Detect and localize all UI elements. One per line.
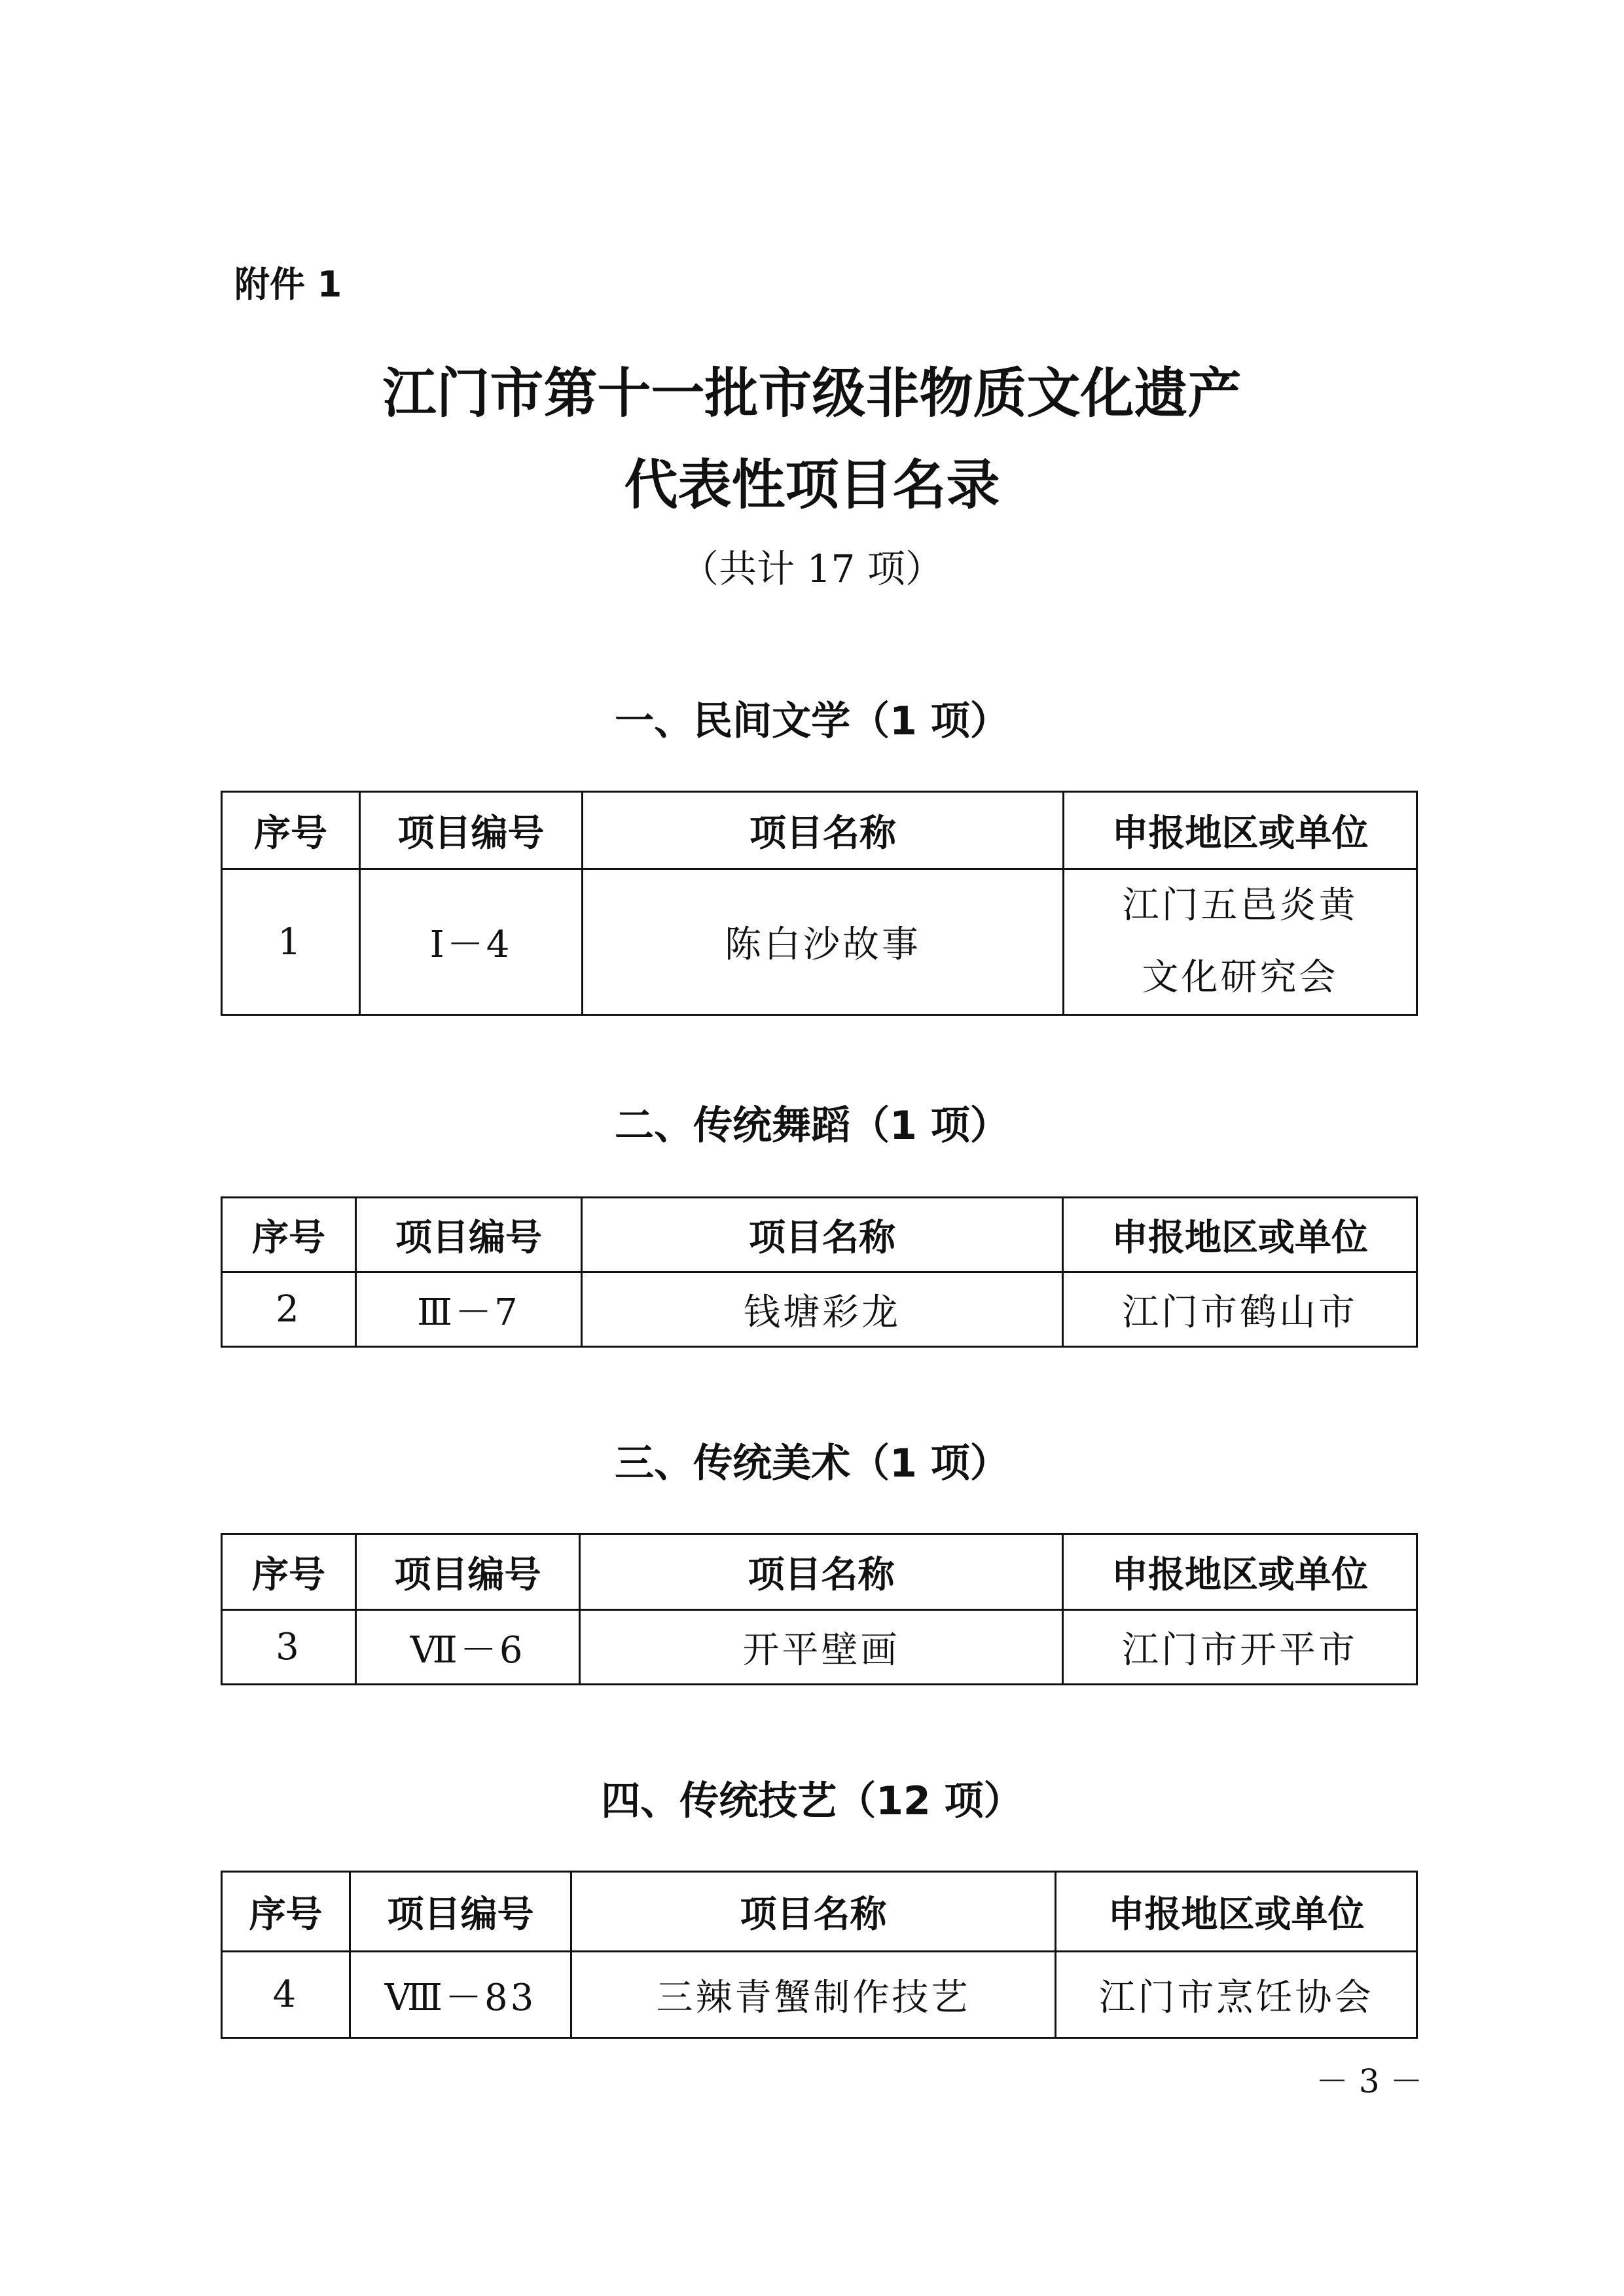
- header-code: 项目编号: [360, 792, 583, 869]
- page-number: － 3 －: [1316, 2062, 1423, 2100]
- cell-seq: 2: [222, 1272, 356, 1347]
- cell-name: 开平壁画: [580, 1610, 1063, 1685]
- table-row: [222, 1272, 1417, 1347]
- cell-region: 江门市烹饪协会: [1056, 1952, 1417, 2038]
- section-table-traditional-art: [221, 1533, 1418, 1685]
- cell-name: 三辣青蟹制作技艺: [571, 1952, 1056, 2038]
- header-region: 申报地区或单位: [1063, 1198, 1417, 1272]
- section-heading-folk-literature: 一、民间文学（1 项）: [615, 698, 1009, 744]
- header-name: 项目名称: [580, 1534, 1063, 1610]
- table-header-row: [222, 1872, 1417, 1952]
- table-row: [222, 1952, 1417, 2038]
- header-region: 申报地区或单位: [1056, 1872, 1417, 1952]
- table-header-row: [222, 1534, 1417, 1610]
- cell-region-line2: 文化研究会: [1142, 956, 1339, 999]
- table-row: [222, 869, 1417, 1015]
- document-title-line2: 代表性项目名录: [624, 454, 1000, 516]
- section-heading-traditional-art: 三、传统美术（1 项）: [615, 1441, 1009, 1486]
- table-header-row: [222, 792, 1417, 869]
- header-code: 项目编号: [350, 1872, 571, 1952]
- header-name: 项目名称: [571, 1872, 1056, 1952]
- cell-code: Ⅲ－7: [356, 1272, 582, 1347]
- header-seq: 序号: [222, 1198, 356, 1272]
- cell-region: 江门市开平市: [1063, 1610, 1417, 1685]
- cell-name: 陈白沙故事: [583, 869, 1064, 1015]
- header-code: 项目编号: [356, 1534, 580, 1610]
- cell-name: 钱塘彩龙: [582, 1272, 1063, 1347]
- cell-code: Ⅶ－6: [356, 1610, 580, 1685]
- cell-seq: 3: [222, 1610, 356, 1685]
- cell-region: [1064, 869, 1417, 1015]
- cell-region-line1: 江门五邑炎黄: [1122, 884, 1358, 927]
- section-table-traditional-dance: [221, 1196, 1418, 1348]
- header-seq: 序号: [222, 1534, 356, 1610]
- table-row: [222, 1610, 1417, 1685]
- section-heading-traditional-craft: 四、传统技艺（12 项）: [601, 1778, 1023, 1824]
- cell-code: Ⅷ－83: [350, 1952, 571, 2038]
- cell-region: 江门市鹤山市: [1063, 1272, 1417, 1347]
- header-seq: 序号: [222, 792, 360, 869]
- header-name: 项目名称: [582, 1198, 1063, 1272]
- header-name: 项目名称: [583, 792, 1064, 869]
- section-table-traditional-craft: [221, 1871, 1418, 2039]
- document-subtitle: （共计 17 项）: [681, 547, 943, 591]
- header-seq: 序号: [222, 1872, 350, 1952]
- table-header-row: [222, 1198, 1417, 1272]
- section-table-folk-literature: [221, 791, 1418, 1016]
- document-title-line1: 江门市第十一批市级非物质文化遗产: [382, 362, 1242, 425]
- cell-seq: 1: [222, 869, 360, 1015]
- cell-code: Ⅰ－4: [360, 869, 583, 1015]
- cell-seq: 4: [222, 1952, 350, 2038]
- header-region: 申报地区或单位: [1063, 1534, 1417, 1610]
- header-code: 项目编号: [356, 1198, 582, 1272]
- attachment-label: 附件 1: [234, 264, 342, 305]
- section-heading-traditional-dance: 二、传统舞蹈（1 项）: [615, 1103, 1009, 1149]
- header-region: 申报地区或单位: [1064, 792, 1417, 869]
